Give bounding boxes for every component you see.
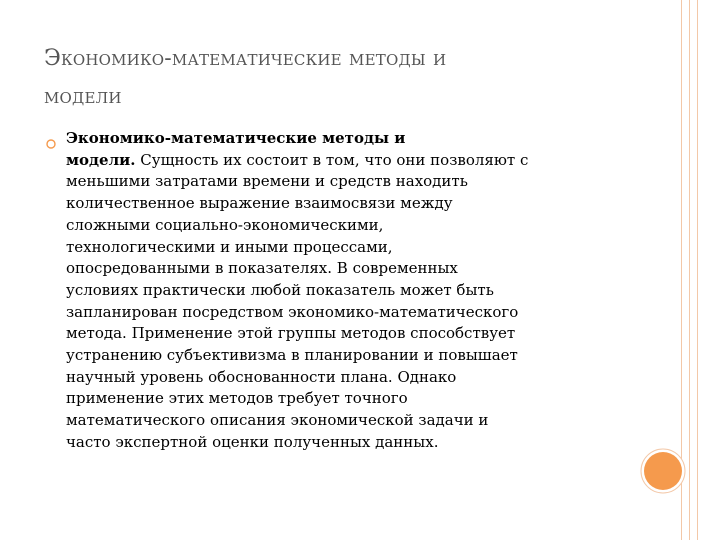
slide-title-line: Экономико-математические методы и [44,46,447,71]
body-text-line [66,432,636,454]
body-text-line [66,410,636,432]
body-text-line [66,258,636,280]
circle-outline-bullet-icon [46,139,56,149]
body-text-line [66,171,636,193]
body-text-run: часто экспертной оценки полученных данных. [66,432,439,451]
body-text-run: меньшими затратами времени и средств находить [66,172,468,191]
body-text-line [66,302,636,324]
body-text-run: количественное выражение взаимосвязи между [66,194,453,213]
body-text-bold-term: Экономико-математические методы и [66,129,406,147]
body-text-run: математического описания экономической задачи и [66,411,489,430]
body-text-run: условиях практически любой показатель может быть [66,280,494,299]
body-text-line [66,215,636,237]
body-text-run: сложными социально-экономическими, [66,215,384,234]
body-text-line [66,367,636,389]
body-text-line [66,345,636,367]
body-text-run: Сущность их состоит в том, что они позволяют с [135,150,529,169]
right-border-line [697,0,698,540]
body-text-bold-term: модели. [66,150,136,169]
body-text-line [66,388,636,410]
body-text-line [66,323,636,345]
body-text-run: запланирован посредством экономико-математического [66,302,519,321]
body-text-run: научный уровень обоснованности плана. Однако [66,367,457,386]
body-text-run: устранению субъективизма в планировании и повышает [66,346,518,365]
orange-circle-decoration-icon [640,448,686,494]
body-text-line [66,150,636,172]
body-text-line [66,237,636,259]
right-border-line [689,0,690,540]
body-text-run: применение этих методов требует точного [66,389,408,408]
slide-title [44,40,654,116]
slide-body-text [66,128,636,454]
body-text-run: технологическими и иными процессами, [66,237,393,256]
body-text-line [66,193,636,215]
body-text-run: опосредованными в показателях. В современных [66,259,458,278]
slide-title-line: модели [44,84,122,109]
body-text-run: метода. Применение этой группы методов способствует [66,324,516,343]
body-text-line [66,128,636,150]
body-text-line [66,280,636,302]
